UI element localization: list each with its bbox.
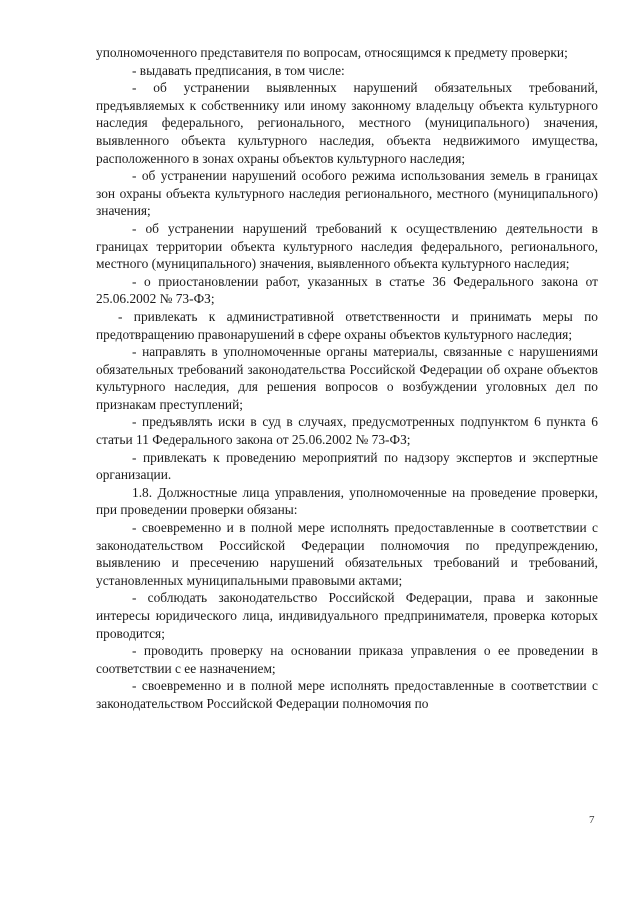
paragraph-conduct-inspection: - проводить проверку на основании приказа управления о ее проведении в соответствии с ее назначением;	[96, 643, 598, 676]
paragraph-file-lawsuits: - предъявлять иски в суд в случаях, предусмотренных подпунктом 6 пункта 6 статьи 11 Федерального закона от 25.06.2002 № 73-ФЗ;	[96, 414, 598, 448]
paragraph-activity-requirements: - об устранении нарушений требований к осуществлению деятельности в границах территории объекта культурного наследия федерального, регионального, местного (муниципального) значения, выявленного объекта культурного наследия;	[96, 220, 598, 272]
paragraph-eliminate-violations: - об устранении выявленных нарушений обязательных требований, предъявляемых к собственнику или иному законному владельцу объекта культурного наследия федерального, регионального, местного (муниципального) значения, выявленного объекта культурного наследия, объекта недвижимого имущества, расположенного в зонах охраны объектов культурного наследия;	[96, 80, 598, 166]
document-body	[96, 44, 598, 713]
paragraph-involve-experts: - привлекать к проведению мероприятий по надзору экспертов и экспертные организации.	[96, 449, 598, 483]
paragraph-issue-orders: - выдавать предписания, в том числе:	[132, 62, 345, 78]
paragraph-exercise-powers-repeat: - своевременно и в полной мере исполнять предоставленные в соответствии с законодательством Российской Федерации полномочия по	[96, 678, 598, 711]
paragraph-section-1-8: 1.8. Должностные лица управления, уполномоченные на проведение проверки, при проведении проверки обязаны:	[96, 484, 598, 518]
paragraph-land-regime: - об устранении нарушений особого режима использования земель в границах зон охраны объекта культурного наследия регионального, местного (муниципального) значения;	[96, 168, 598, 219]
paragraph-send-materials: - направлять в уполномоченные органы материалы, связанные с нарушениями обязательных требований законодательства Российской Федерации об охране объектов культурного наследия, для решения вопросов о возбуждении уголовных дел по признакам преступлений;	[96, 344, 598, 412]
page-number: 7	[589, 814, 595, 826]
paragraph-administrative-liability: - привлекать к административной ответственности и принимать меры по предотвращению правонарушений в сфере охраны объектов культурного наследия;	[96, 308, 598, 342]
paragraph-exercise-powers: - своевременно и в полной мере исполнять предоставленные в соответствии с законодательством Российской Федерации полномочия по предупреждению, выявлению и пресечению нарушений обязательных требований и требований, установленных муниципальными правовыми актами;	[96, 520, 598, 588]
paragraph-continuation: уполномоченного представителя по вопросам, относящимся к предмету проверки;	[96, 45, 568, 60]
paragraph-suspension-works: - о приостановлении работ, указанных в статье 36 Федерального закона от 25.06.2002 № 73-ФЗ;	[96, 273, 598, 307]
paragraph-observe-legislation: - соблюдать законодательство Российской Федерации, права и законные интересы юридического лица, индивидуального предпринимателя, проверка которых проводится;	[96, 590, 598, 641]
